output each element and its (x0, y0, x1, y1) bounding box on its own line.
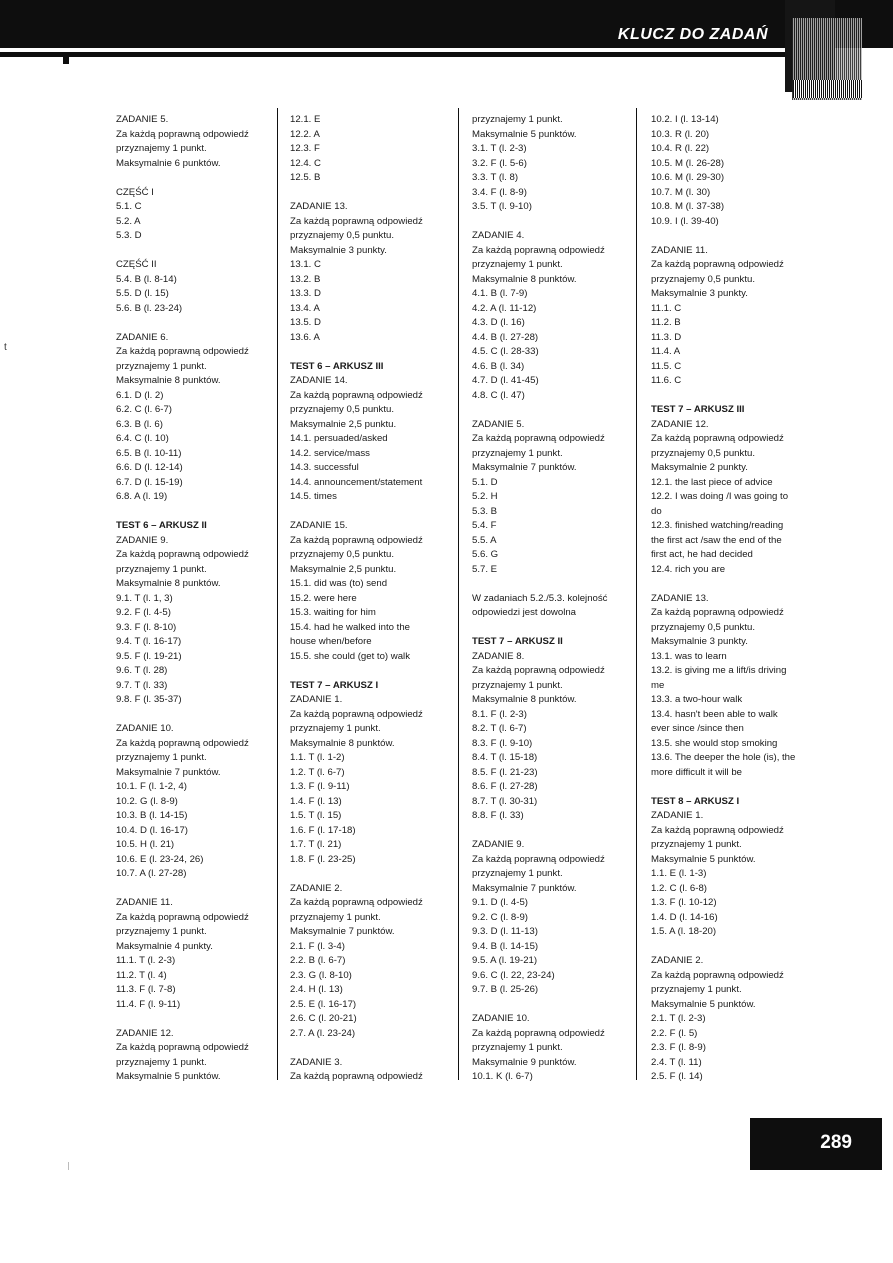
answer-line: ZADANIE 5. (472, 418, 525, 430)
answer-line: 10.6. M (l. 29-30) (651, 172, 725, 183)
answer-line: przyznajemy 0,5 punktu. (290, 549, 394, 560)
answer-line: Za każdą poprawną odpowiedź (651, 969, 784, 981)
answer-line: 4.8. C (l. 47) (472, 389, 525, 401)
answer-line: ZADANIE 12. (116, 1027, 174, 1039)
answer-line: 13.4. A (290, 302, 320, 314)
answer-line: 9.4. B (l. 14-15) (472, 940, 539, 952)
answer-line: 10.2. I (l. 13-14) (651, 114, 719, 125)
answer-line: 12.4. C (290, 157, 321, 169)
answer-line: Maksymalnie 8 punktów. (290, 737, 395, 749)
answer-line: 8.8. F (l. 33) (472, 810, 524, 821)
page-number-box (750, 1118, 882, 1170)
blank-line (651, 389, 795, 404)
section-heading: TEST 8 – ARKUSZ I (651, 795, 740, 807)
answer-line: 4.5. C (l. 28-33) (472, 346, 539, 357)
answer-line: 13.6. A (290, 331, 320, 343)
header-title: KLUCZ DO ZADAŃ (617, 26, 768, 43)
blank-line (116, 505, 249, 520)
section-heading: TEST 7 – ARKUSZ II (472, 636, 563, 647)
blank-line (116, 316, 249, 331)
answer-line: 10.3. R (l. 20) (651, 128, 710, 140)
header-rule (0, 52, 800, 57)
answer-line: CZĘŚĆ II (116, 259, 157, 270)
answer-line: first act, he had decided (651, 549, 753, 560)
blank-line (472, 621, 607, 636)
answer-line: 2.2. B (l. 6-7) (290, 955, 346, 966)
answer-line: 5.1. D (472, 476, 498, 488)
answer-line: 4.3. D (l. 16) (472, 317, 525, 328)
answer-line: 12.2. I was doing /I was going to (651, 491, 789, 502)
answer-line: Za każdą poprawną odpowiedź (472, 1027, 605, 1039)
answer-line: ZADANIE 1. (651, 810, 704, 821)
answer-line: ZADANIE 14. (290, 375, 348, 386)
answer-line: 2.1. F (l. 3-4) (290, 940, 345, 952)
answer-line: 4.1. B (l. 7-9) (472, 288, 528, 299)
answer-line: 14.5. times (290, 491, 337, 502)
answer-line: przyznajemy 0,5 punktu. (290, 404, 394, 415)
answer-line: 5.5. A (472, 534, 497, 546)
answer-line: 15.1. did was (to) send (290, 578, 388, 589)
answer-line: przyznajemy 1 punkt. (116, 926, 207, 937)
blank-line (472, 215, 607, 230)
blank-line (290, 505, 423, 520)
answer-line: 1.3. F (l. 10-12) (651, 897, 717, 908)
answer-line: 13.5. she would stop smoking (651, 737, 778, 749)
answer-line: Za każdą poprawną odpowiedź (116, 549, 249, 560)
answer-line: 10.5. H (l. 21) (116, 839, 175, 850)
answer-line: 2.6. C (l. 20-21) (290, 1013, 357, 1024)
answer-line: 12.1. the last piece of advice (651, 476, 773, 488)
answer-line: 9.1. T (l. 1, 3) (116, 592, 173, 604)
answer-line: ZADANIE 9. (472, 839, 525, 850)
blank-line (290, 664, 423, 679)
answer-line: Maksymalnie 3 punkty. (651, 288, 748, 299)
answer-line: Maksymalnie 2 punkty. (651, 462, 748, 473)
answer-line: przyznajemy 1 punkt. (472, 679, 563, 691)
answer-line: 13.2. is giving me a lift/is driving (651, 665, 787, 676)
answer-line: 6.6. D (l. 12-14) (116, 462, 183, 473)
answer-line: ZADANIE 4. (472, 230, 525, 241)
answer-line: 9.7. T (l. 33) (116, 679, 168, 691)
blank-line (116, 882, 249, 897)
answer-line: 6.1. D (l. 2) (116, 389, 164, 401)
answer-line: 1.8. F (l. 23-25) (290, 853, 356, 865)
answer-line: Za każdą poprawną odpowiedź (116, 346, 249, 357)
answer-line: ZADANIE 3. (290, 1056, 343, 1068)
answer-line: przyznajemy 1 punkt. (116, 563, 207, 575)
answer-line: przyznajemy 0,5 punktu. (651, 447, 755, 459)
answer-line: 10.6. E (l. 23-24, 26) (116, 853, 204, 865)
answer-line: Za każdą poprawną odpowiedź (290, 534, 423, 546)
answer-line: 11.2. T (l. 4) (116, 969, 167, 981)
answer-line: 11.5. C (651, 360, 682, 372)
answer-line: Maksymalnie 8 punktów. (472, 273, 577, 285)
answer-line: CZĘŚĆ I (116, 186, 154, 198)
answer-line: Za każdą poprawną odpowiedź (290, 215, 423, 227)
answer-line: 11.2. B (651, 317, 681, 328)
answer-line: ZADANIE 13. (651, 592, 709, 604)
answer-line: 10.4. D (l. 16-17) (116, 824, 188, 836)
answer-line: Za każdą poprawną odpowiedź (116, 911, 249, 923)
blank-line (290, 1041, 423, 1056)
answer-line: 14.1. persuaded/asked (290, 433, 388, 444)
blank-line (651, 229, 795, 244)
answer-line: 10.1. K (l. 6-7) (472, 1071, 533, 1082)
answer-line: 9.5. F (l. 19-21) (116, 650, 182, 662)
answer-line: ZADANIE 10. (116, 723, 174, 734)
answer-line: 15.3. waiting for him (290, 607, 376, 618)
answer-line: 9.5. A (l. 19-21) (472, 955, 538, 966)
answer-line: przyznajemy 0,5 punktu. (651, 273, 755, 285)
answer-line: 15.5. she could (get to) walk (290, 650, 410, 662)
column-separator (277, 108, 278, 1080)
header-bar (0, 0, 893, 48)
answer-line: 4.2. A (l. 11-12) (472, 302, 537, 314)
answer-line: 3.1. T (l. 2-3) (472, 143, 527, 154)
answer-line: Maksymalnie 4 punkty. (116, 940, 213, 952)
section-heading: TEST 7 – ARKUSZ III (651, 404, 745, 415)
answer-column-1 (116, 113, 249, 1085)
answer-line: 12.1. E (290, 114, 321, 125)
blank-line (472, 998, 607, 1013)
blank-line (116, 1012, 249, 1027)
blank-line (651, 780, 795, 795)
answer-line: 14.4. announcement/statement (290, 476, 423, 488)
answer-line: odpowiedzi jest dowolna (472, 607, 576, 618)
answer-line: Maksymalnie 8 punktów. (116, 578, 221, 589)
answer-line: 3.3. T (l. 8) (472, 172, 519, 183)
answer-line: 6.4. C (l. 10) (116, 433, 169, 444)
answer-line: 10.1. F (l. 1-2, 4) (116, 781, 187, 792)
answer-line: 2.5. F (l. 14) (651, 1071, 703, 1082)
answer-line: 8.6. F (l. 27-28) (472, 781, 538, 792)
column-separator (636, 108, 637, 1080)
answer-line: 9.8. F (l. 35-37) (116, 694, 182, 705)
margin-tick (68, 1162, 69, 1170)
answer-line: 1.5. T (l. 15) (290, 810, 342, 821)
answer-line: 11.4. F (l. 9-11) (116, 998, 181, 1010)
answer-line: Maksymalnie 2,5 punktu. (290, 563, 397, 575)
answer-line: 15.4. had he walked into the (290, 621, 411, 633)
blank-line (290, 186, 423, 201)
answer-line: 2.3. G (l. 8-10) (290, 969, 352, 981)
answer-line: 5.4. B (l. 8-14) (116, 273, 177, 285)
answer-line: 5.3. D (116, 230, 142, 241)
answer-line: 10.4. R (l. 22) (651, 143, 710, 154)
answer-line: Maksymalnie 3 punkty. (290, 244, 387, 256)
answer-line: 10.5. M (l. 26-28) (651, 157, 725, 169)
answer-line: Za każdą poprawną odpowiedź (651, 433, 784, 444)
answer-line: 2.4. T (l. 11) (651, 1056, 702, 1068)
answer-line: Maksymalnie 8 punktów. (116, 375, 221, 386)
answer-line: 5.2. A (116, 215, 141, 227)
answer-line: 9.6. C (l. 22, 23-24) (472, 969, 555, 981)
answer-line: W zadaniach 5.2./5.3. kolejność (472, 592, 608, 604)
answer-line: 11.6. C (651, 375, 682, 386)
answer-line: 9.7. B (l. 25-26) (472, 984, 539, 995)
answer-line: 5.2. H (472, 491, 498, 502)
answer-line: Maksymalnie 5 punktów. (651, 853, 756, 865)
answer-line: ZADANIE 11. (651, 244, 708, 256)
answer-line: ZADANIE 11. (116, 897, 173, 908)
answer-column-2 (290, 113, 423, 1085)
answer-line: 5.6. G (472, 549, 499, 560)
answer-line: 1.3. F (l. 9-11) (290, 781, 350, 792)
answer-line: Maksymalnie 8 punktów. (472, 694, 577, 705)
answer-line: 8.5. F (l. 21-23) (472, 766, 538, 778)
answer-line: Za każdą poprawną odpowiedź (472, 665, 605, 676)
answer-line: ZADANIE 15. (290, 520, 348, 531)
answer-line: Maksymalnie 7 punktów. (472, 462, 577, 473)
answer-line: 1.7. T (l. 21) (290, 839, 342, 850)
answer-line: 13.3. D (290, 288, 321, 299)
answer-line: 5.3. B (472, 505, 498, 517)
answer-line: 1.1. T (l. 1-2) (290, 752, 345, 763)
blank-line (651, 940, 795, 955)
blank-line (290, 867, 423, 882)
answer-line: 11.4. A (651, 346, 681, 357)
answer-line: przyznajemy 1 punkt. (116, 360, 207, 372)
answer-line: Maksymalnie 9 punktów. (472, 1056, 577, 1068)
answer-line: 10.7. M (l. 30) (651, 186, 711, 198)
answer-line: przyznajemy 1 punkt. (472, 259, 563, 270)
answer-line: Maksymalnie 7 punktów. (290, 926, 395, 937)
answer-line: przyznajemy 1 punkt. (472, 447, 563, 459)
answer-column-3 (472, 113, 607, 1085)
answer-line: 9.3. F (l. 8-10) (116, 621, 177, 633)
blank-line (472, 824, 607, 839)
answer-line: ever since /since then (651, 723, 744, 734)
answer-line: 10.9. I (l. 39-40) (651, 215, 719, 227)
answer-line: 5.5. D (l. 15) (116, 288, 169, 299)
answer-line: przyznajemy 1 punkt. (116, 752, 207, 763)
answer-line: Za każdą poprawną odpowiedź (290, 389, 423, 401)
answer-line: 13.5. D (290, 317, 321, 328)
answer-line: 11.3. F (l. 7-8) (116, 984, 176, 995)
answer-line: 9.3. D (l. 11-13) (472, 926, 538, 937)
answer-line: 1.2. T (l. 6-7) (290, 766, 345, 778)
answer-line: 1.6. F (l. 17-18) (290, 824, 356, 836)
answer-line: ZADANIE 9. (116, 534, 169, 546)
page-number: 289 (820, 1132, 852, 1153)
answer-line: 15.2. were here (290, 592, 357, 604)
answer-line: Maksymalnie 5 punktów. (472, 128, 577, 140)
answer-line: przyznajemy 1 punkt. (116, 1056, 207, 1068)
answer-line: 13.1. was to learn (651, 650, 727, 662)
answer-line: 1.4. F (l. 13) (290, 795, 342, 807)
answer-line: Maksymalnie 5 punktów. (651, 998, 756, 1010)
answer-line: przyznajemy 1 punkt. (472, 1042, 563, 1053)
answer-line: Za każdą poprawną odpowiedź (290, 708, 423, 720)
answer-line: 9.4. T (l. 16-17) (116, 636, 182, 647)
answer-line: Maksymalnie 7 punktów. (472, 882, 577, 894)
answer-line: przyznajemy 1 punkt. (290, 911, 381, 923)
answer-line: 2.1. T (l. 2-3) (651, 1013, 706, 1024)
answer-line: 1.1. E (l. 1-3) (651, 868, 707, 879)
answer-line: przyznajemy 1 punkt. (290, 723, 381, 734)
answer-line: 9.6. T (l. 28) (116, 665, 168, 676)
answer-line: 1.5. A (l. 18-20) (651, 926, 717, 937)
answer-line: 8.7. T (l. 30-31) (472, 795, 538, 807)
answer-line: 13.1. C (290, 259, 321, 270)
answer-line: ZADANIE 6. (116, 331, 169, 343)
answer-line: 2.3. F (l. 8-9) (651, 1042, 706, 1053)
answer-line: 9.2. F (l. 4-5) (116, 607, 171, 618)
answer-line: me (651, 679, 665, 691)
answer-line: 10.3. B (l. 14-15) (116, 810, 188, 821)
blank-line (472, 577, 607, 592)
answer-line: przyznajemy 0,5 punktu. (290, 230, 394, 241)
answer-line: Za każdą poprawną odpowiedź (116, 737, 249, 749)
answer-line: Za każdą poprawną odpowiedź (651, 607, 784, 618)
answer-line: 4.7. D (l. 41-45) (472, 375, 539, 386)
answer-line: 2.5. E (l. 16-17) (290, 998, 357, 1010)
column-separator (458, 108, 459, 1080)
answer-line: 6.5. B (l. 10-11) (116, 447, 182, 459)
blank-line (290, 345, 423, 360)
answer-line: 11.1. C (651, 302, 682, 314)
answer-line: more difficult it will be (651, 766, 742, 778)
section-heading: TEST 6 – ARKUSZ II (116, 520, 207, 531)
answer-line: ZADANIE 8. (472, 650, 525, 662)
answer-line: 10.8. M (l. 37-38) (651, 201, 725, 212)
answer-line: ZADANIE 5. (116, 114, 169, 125)
answer-line: 9.1. D (l. 4-5) (472, 897, 528, 908)
answer-line: 14.3. successful (290, 462, 359, 473)
answer-line: 13.3. a two-hour walk (651, 694, 743, 705)
answer-line: Za każdą poprawną odpowiedź (290, 1071, 423, 1082)
answer-line: Maksymalnie 5 punktów. (116, 1071, 221, 1082)
answer-line: przyznajemy 1 punkt. (651, 839, 742, 850)
answer-line: Za każdą poprawną odpowiedź (472, 244, 605, 256)
answer-line: 12.2. A (290, 128, 320, 140)
answer-line: przyznajemy 1 punkt. (116, 143, 207, 154)
answer-line: 13.2. B (290, 273, 321, 285)
answer-line: 11.1. T (l. 2-3) (116, 955, 176, 966)
answer-line: 12.5. B (290, 172, 321, 183)
answer-line: ZADANIE 10. (472, 1013, 530, 1024)
answer-line: ZADANIE 12. (651, 418, 709, 430)
blank-line (472, 403, 607, 418)
answer-line: 3.2. F (l. 5-6) (472, 157, 527, 169)
answer-line: 2.7. A (l. 23-24) (290, 1027, 356, 1039)
answer-column-4 (651, 113, 795, 1085)
answer-line: przyznajemy 0,5 punktu. (651, 621, 755, 633)
answer-line: house when/before (290, 636, 372, 647)
answer-line: Maksymalnie 3 punkty. (651, 636, 748, 647)
answer-line: 12.3. finished watching/reading (651, 520, 784, 531)
answer-line: ZADANIE 2. (290, 882, 343, 894)
answer-line: Maksymalnie 6 punktów. (116, 157, 221, 169)
answer-line: Za każdą poprawną odpowiedź (290, 897, 423, 908)
answer-line: Maksymalnie 2,5 punktu. (290, 418, 397, 430)
answer-line: 4.6. B (l. 34) (472, 360, 525, 372)
answer-line: 5.7. E (472, 563, 498, 575)
answer-line: 2.2. F (l. 5) (651, 1027, 698, 1039)
answer-line: 6.7. D (l. 15-19) (116, 476, 183, 488)
answer-line: 13.4. hasn't been able to walk (651, 708, 778, 720)
answer-line: 12.4. rich you are (651, 563, 726, 575)
answer-line: 8.1. F (l. 2-3) (472, 708, 527, 720)
answer-line: 10.2. G (l. 8-9) (116, 795, 178, 807)
answer-line: 3.5. T (l. 9-10) (472, 201, 532, 212)
answer-line: the first act /saw the end of the (651, 534, 782, 546)
answer-line: 6.2. C (l. 6-7) (116, 404, 172, 415)
blank-line (116, 708, 249, 723)
answer-line: 1.4. D (l. 14-16) (651, 911, 718, 923)
corner-barcode (793, 80, 863, 98)
blank-line (116, 244, 249, 259)
answer-line: Za każdą poprawną odpowiedź (472, 433, 605, 444)
answer-line: Maksymalnie 7 punktów. (116, 766, 221, 778)
answer-line: 9.2. C (l. 8-9) (472, 911, 528, 923)
answer-line: przyznajemy 1 punkt. (651, 984, 742, 995)
section-heading: TEST 7 – ARKUSZ I (290, 679, 379, 691)
answer-line: 2.4. H (l. 13) (290, 984, 343, 995)
answer-line: przyznajemy 1 punkt. (472, 868, 563, 879)
answer-line: Za każdą poprawną odpowiedź (116, 1042, 249, 1053)
margin-mark: t (4, 342, 7, 353)
answer-line: 11.3. D (651, 331, 682, 343)
answer-line: 5.4. F (472, 520, 497, 531)
answer-line: Za każdą poprawną odpowiedź (116, 128, 249, 140)
answer-line: do (651, 505, 662, 517)
answer-line: ZADANIE 1. (290, 694, 343, 705)
answer-line: ZADANIE 13. (290, 201, 348, 212)
answer-line: 8.3. F (l. 9-10) (472, 737, 533, 749)
answer-line: Za każdą poprawną odpowiedź (651, 259, 784, 270)
answer-line: 14.2. service/mass (290, 447, 370, 459)
answer-line: Za każdą poprawną odpowiedź (651, 824, 784, 836)
answer-line: 3.4. F (l. 8-9) (472, 186, 527, 198)
answer-line: 8.4. T (l. 15-18) (472, 752, 538, 763)
answer-line: 12.3. F (290, 143, 320, 154)
answer-line: 8.2. T (l. 6-7) (472, 723, 527, 734)
blank-line (116, 171, 249, 186)
answer-line: przyznajemy 1 punkt. (472, 114, 563, 125)
answer-line: ZADANIE 2. (651, 955, 704, 966)
answer-line: 1.2. C (l. 6-8) (651, 882, 707, 894)
answer-line: Za każdą poprawną odpowiedź (472, 853, 605, 865)
answer-line: 10.7. A (l. 27-28) (116, 868, 187, 879)
answer-line: 5.1. C (116, 201, 142, 212)
answer-line: 13.6. The deeper the hole (is), the (651, 752, 796, 763)
answer-line: 6.8. A (l. 19) (116, 491, 168, 502)
blank-line (651, 577, 795, 592)
answer-line: 5.6. B (l. 23-24) (116, 302, 183, 314)
header-rule-marker (63, 52, 69, 64)
answer-line: 4.4. B (l. 27-28) (472, 331, 539, 343)
section-heading: TEST 6 – ARKUSZ III (290, 360, 384, 372)
answer-line: 6.3. B (l. 6) (116, 418, 163, 430)
